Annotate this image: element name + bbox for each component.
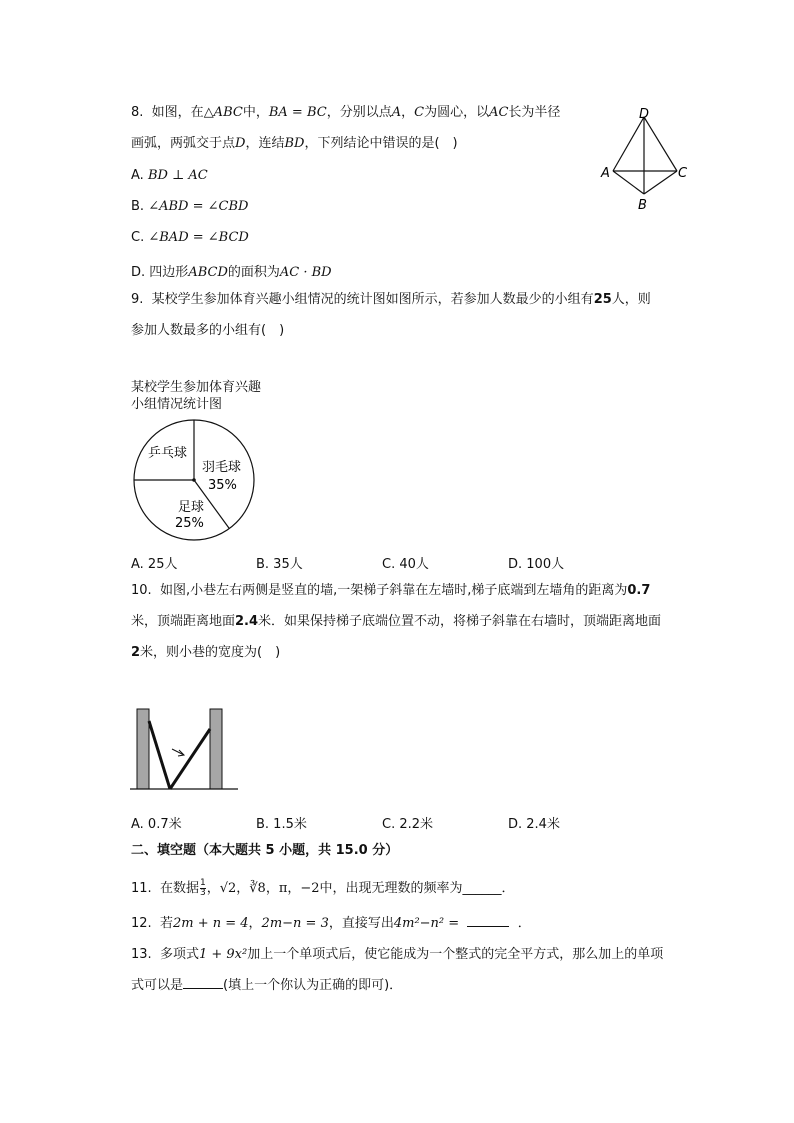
label-d: D <box>639 107 650 122</box>
q10-option-b: B. 1.5米 <box>256 817 307 832</box>
label-a: A <box>601 166 610 181</box>
q13-line2: 式可以是 (填上一个你认为正确的即可)． <box>131 978 403 993</box>
pie-chart <box>130 415 260 545</box>
segment-cb <box>644 171 677 194</box>
q8-figure <box>596 103 696 213</box>
q8-line2: 画弧，两弧交于点D，连结BD，下列结论中错误的是( ) <box>131 136 458 151</box>
q10-line2: 米，顶端距离地面2.4米．如果保持梯子底端位置不动，将梯子斜靠在右墙时，顶端距离地面 <box>131 614 662 629</box>
fraction-one-third: $\frac{1}{3}$ <box>199 878 206 898</box>
q13-line1: 13. 多项式1 + 9x²加上一个单项式后，使它能成为一个整式的完全平方式，那么加上的单项 <box>131 947 664 962</box>
left-wall <box>137 709 149 789</box>
q8-option-a: A. BD ⊥ AC <box>131 168 208 183</box>
q8-option-b: B. ∠ABD = ∠CBD <box>131 199 249 214</box>
q9-option-d: D. 100人 <box>508 557 565 572</box>
section-heading: 二、填空题（本大题共 5 小题，共 15.0 分） <box>131 843 399 858</box>
q10-line1: 10. 如图,小巷左右两侧是竖直的墙,一架梯子斜靠在左墙时,梯子底端到左墙角的距离为0.7 <box>131 583 651 598</box>
q11-line: 11. 在数据 $\frac{1}{3}$ ，√2，∛8，π，−2中，出现无理数的频率为______． <box>131 878 515 898</box>
slice-label-badminton: 羽毛球 <box>202 460 242 475</box>
answer-blank[interactable] <box>467 926 509 927</box>
q10-line3: 2米，则小巷的宽度为( ) <box>131 645 281 660</box>
q10-option-c: C. 2.2米 <box>382 817 434 832</box>
segment-da <box>613 117 644 171</box>
arrow-icon <box>172 749 184 756</box>
q8-line1: 8. 如图，在△ABC中，BA = BC，分别以点A，C为圆心，以AC长为半径 <box>131 105 561 120</box>
right-wall <box>210 709 222 789</box>
answer-blank[interactable] <box>183 988 223 989</box>
ladder-right <box>170 729 210 789</box>
q9-line2: 参加人数最多的小组有( ) <box>131 323 285 338</box>
q10-option-a: A. 0.7米 <box>131 817 182 832</box>
q10-option-d: D. 2.4米 <box>508 817 560 832</box>
q9-option-c: C. 40人 <box>382 557 429 572</box>
q9-line1: 9. 某校学生参加体育兴趣小组情况的统计图如图所示，若参加人数最少的小组有25人，则 <box>131 292 651 307</box>
label-c: C <box>678 166 688 181</box>
segment-dc <box>644 117 677 171</box>
ladder-left <box>149 721 170 789</box>
pie-center <box>192 478 196 482</box>
slice-label-football: 足球 <box>178 500 205 515</box>
chart-title-line2: 小组情况统计图 <box>131 397 223 412</box>
q9-option-b: B. 35人 <box>256 557 303 572</box>
label-b: B <box>638 198 647 213</box>
slice-label-pingpong: 乒乓球 <box>148 446 188 461</box>
q8-option-c: C. ∠BAD = ∠BCD <box>131 230 249 245</box>
segment-ab <box>613 171 644 194</box>
q9-option-a: A. 25人 <box>131 557 178 572</box>
q12-line: 12. 若2m + n = 4，2m−n = 3，直接写出4m²−n² = ． <box>131 916 531 931</box>
chart-title-line1: 某校学生参加体育兴趣 <box>131 380 262 395</box>
q10-figure <box>128 703 240 793</box>
slice-value-badminton: 35% <box>208 478 237 493</box>
slice-value-football: 25% <box>175 516 204 531</box>
q8-option-d: D. 四边形ABCD的面积为AC · BD <box>131 265 332 280</box>
